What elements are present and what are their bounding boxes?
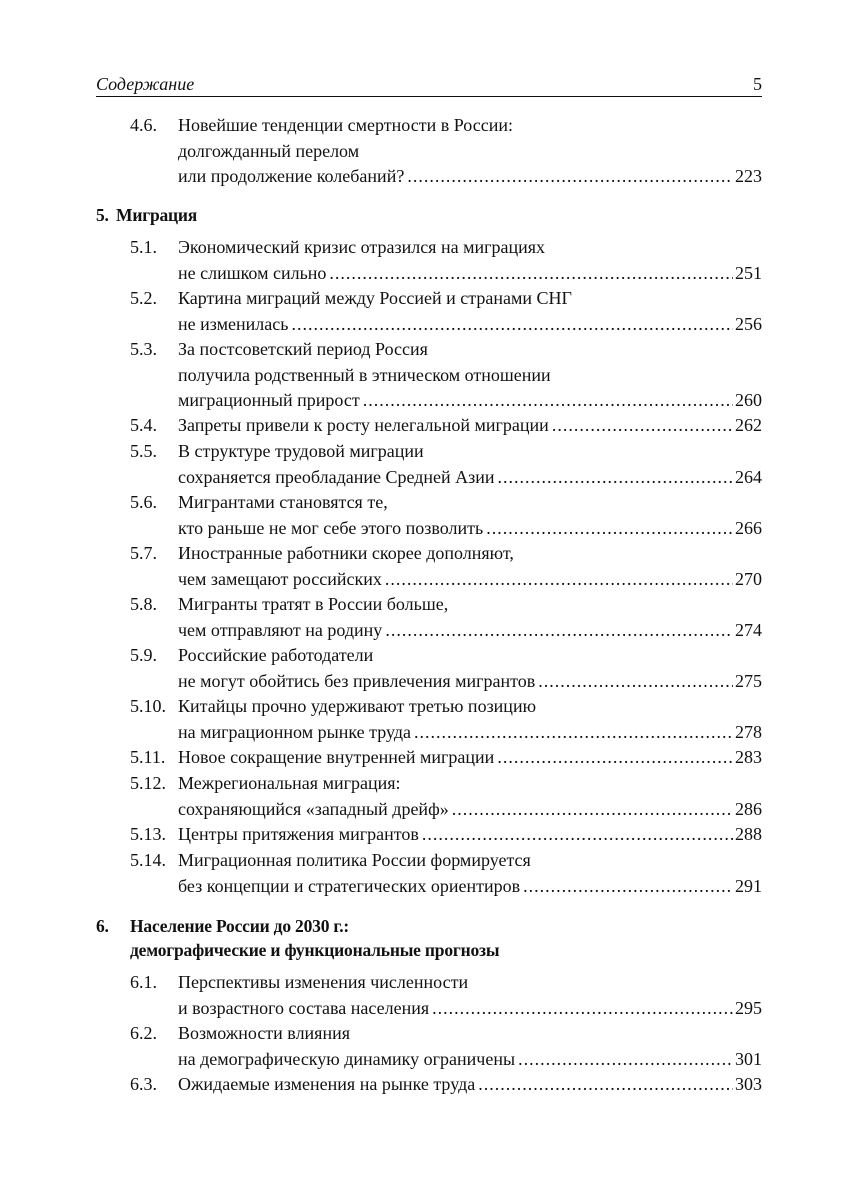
toc-entry-line	[178, 413, 762, 439]
toc-entry-number: 5.8.	[130, 594, 157, 614]
toc-entry-title: В структуре трудовой миграции	[178, 441, 424, 461]
toc-entry[interactable]	[96, 286, 762, 337]
toc-page-number: 295	[735, 997, 762, 1018]
dot-leader	[523, 874, 733, 900]
toc-entry[interactable]	[96, 643, 762, 694]
toc-page-number: 291	[735, 875, 762, 896]
toc-entry-number: 5.6.	[130, 492, 157, 512]
toc-entry[interactable]	[96, 1072, 762, 1098]
toc-page-number: 301	[735, 1048, 762, 1069]
toc-entry-line	[178, 618, 762, 644]
dot-leader	[498, 465, 733, 491]
toc-entry-title: Новейшие тенденции смертности в России:	[178, 115, 513, 135]
toc-entry-title: Ожидаемые изменения на рынке труда	[178, 1074, 476, 1094]
toc-entry-number: 6.3.	[130, 1074, 157, 1094]
section-heading-6	[96, 914, 762, 966]
toc-entry-title: чем отправляют на родину	[178, 619, 383, 640]
toc-entry-line	[178, 669, 762, 695]
toc-page-number: 256	[735, 313, 762, 334]
toc-page-number: 270	[735, 568, 762, 589]
toc-entry-line	[178, 822, 762, 848]
toc-entry-line	[178, 164, 762, 190]
dot-leader	[291, 312, 733, 338]
toc-page-number: 266	[735, 517, 762, 538]
toc-entry-line	[178, 848, 762, 874]
dot-leader	[385, 567, 733, 593]
dot-leader	[363, 388, 733, 414]
dot-leader	[414, 720, 733, 746]
dot-leader	[452, 797, 733, 823]
toc-entry-line	[178, 996, 762, 1022]
toc-entry-line	[178, 286, 762, 312]
toc-entry-title: кто раньше не мог себе этого позволить	[178, 517, 484, 538]
toc-entry-title: и возрастного состава населения	[178, 997, 430, 1018]
toc-entry-line	[178, 235, 762, 261]
toc-entry-title: сохраняется преобладание Средней Азии	[178, 466, 495, 487]
toc-entry-title: Миграционная политика России формируется	[178, 850, 531, 870]
toc-entry-number: 5.5.	[130, 441, 157, 461]
toc-entry-line	[178, 312, 762, 338]
toc-entry-title: получила родственный в этническом отношении	[178, 364, 551, 385]
toc-entry-title: без концепции и стратегических ориентиров	[178, 875, 521, 896]
toc-entry-title: Китайцы прочно удерживают третью позицию	[178, 696, 537, 716]
toc-entry-line	[178, 363, 762, 389]
toc-entry-title: Межрегиональная миграция:	[178, 773, 401, 793]
page-number: 5	[753, 74, 762, 94]
toc-entry[interactable]	[96, 970, 762, 1021]
dot-leader	[538, 669, 733, 695]
toc-page-number: 278	[735, 721, 762, 742]
toc-entry-title: не могут обойтись без привлечения мигрантов	[178, 670, 536, 691]
toc-entry-title: Экономический кризис отразился на миграциях	[178, 237, 546, 257]
section-number: 5.	[96, 205, 109, 225]
toc-entry-number: 5.7.	[130, 543, 157, 563]
toc-entry[interactable]	[96, 235, 762, 286]
toc-page-number: 275	[735, 670, 762, 691]
toc-entry-line	[178, 797, 762, 823]
toc-entry-title: Запреты привели к росту нелегальной миграции	[178, 415, 549, 435]
toc-entry[interactable]	[96, 771, 762, 822]
toc-entry-title: на миграционном рынке труда	[178, 721, 411, 742]
toc-entry-title: Мигрантами становятся те,	[178, 492, 388, 512]
toc-entry[interactable]	[96, 337, 762, 414]
toc-entry-number: 5.3.	[130, 339, 157, 359]
toc-entry-number: 5.13.	[130, 824, 166, 844]
toc-page-number: 260	[735, 390, 762, 410]
toc-entry-line	[178, 1047, 762, 1073]
dot-leader	[518, 1047, 733, 1073]
toc-entry[interactable]	[96, 113, 762, 190]
toc-entry-line	[178, 745, 762, 771]
toc-page-number: 251	[735, 262, 762, 283]
toc-entry-line	[178, 113, 762, 139]
toc-entry-line	[178, 261, 762, 287]
section-title-line: демографические и функциональные прогнозы	[130, 940, 500, 960]
toc-entry-line	[178, 771, 762, 797]
toc-entry-line	[178, 592, 762, 618]
toc-entry-line	[178, 516, 762, 542]
toc-entry[interactable]	[96, 848, 762, 899]
dot-leader	[478, 1072, 733, 1098]
toc-entry[interactable]	[96, 1021, 762, 1072]
toc-entry-title: Российские работодатели	[178, 645, 374, 665]
toc-entry-title: на демографическую динамику ограничены	[178, 1048, 516, 1069]
toc-page-number: 288	[735, 824, 762, 844]
dot-leader	[329, 261, 733, 287]
toc-entry-title: миграционный прирост	[178, 390, 360, 410]
toc-entry[interactable]	[96, 745, 762, 771]
toc-entry-title: Перспективы изменения численности	[178, 972, 469, 992]
section-number: 6.	[96, 916, 109, 936]
dot-leader	[552, 413, 733, 439]
toc-page-number: 264	[735, 466, 762, 487]
toc-entry[interactable]	[96, 413, 762, 439]
toc-entry-number: 5.9.	[130, 645, 157, 665]
toc-entry-line	[178, 1072, 762, 1098]
section-title-line: Население России до 2030 г.:	[130, 916, 350, 936]
dot-leader	[497, 745, 733, 771]
toc-entry-number: 5.10.	[130, 696, 166, 716]
toc-entry-line	[178, 567, 762, 593]
dot-leader	[407, 164, 733, 190]
toc-entry-title: Картина миграций между Россией и странами СНГ	[178, 288, 572, 308]
dot-leader	[385, 618, 733, 644]
toc-page-number: 283	[735, 747, 762, 767]
toc-entry-title: Иностранные работники скорее дополняют,	[178, 543, 514, 563]
toc-entry-line	[178, 490, 762, 516]
toc-entry-number: 6.1.	[130, 972, 157, 992]
toc-entry[interactable]	[96, 541, 762, 592]
toc-entry-number: 5.1.	[130, 237, 157, 257]
toc-page-number: 223	[735, 166, 762, 186]
toc-entry-title: не изменилась	[178, 313, 289, 334]
toc-entry[interactable]	[96, 694, 762, 745]
toc-entry-line	[178, 139, 762, 165]
toc-entry-title: не слишком сильно	[178, 262, 327, 283]
toc-entry-line	[178, 337, 762, 363]
toc-page-number: 303	[735, 1074, 762, 1094]
toc-entry-title: За постсоветский период Россия	[178, 339, 428, 359]
toc-entry-line	[178, 388, 762, 414]
toc-entry-line	[178, 541, 762, 567]
toc-entry-line	[178, 439, 762, 465]
toc-entry-line	[178, 970, 762, 996]
toc-entry-number: 5.4.	[130, 415, 157, 435]
toc-entry-number: 5.11.	[130, 747, 166, 767]
toc-entry-number: 5.12.	[130, 773, 166, 793]
toc-entry-line	[178, 874, 762, 900]
toc-entry-number: 4.6.	[130, 115, 157, 135]
toc-entry-line	[178, 1021, 762, 1047]
toc-entry[interactable]	[96, 592, 762, 643]
toc-entry-title: сохраняющийся «западный дрейф»	[178, 798, 449, 819]
toc-entry[interactable]	[96, 822, 762, 848]
running-head-title: Содержание	[96, 74, 195, 94]
running-header	[96, 74, 762, 97]
toc-entry-number: 5.14.	[130, 850, 166, 870]
toc-page-number: 286	[735, 798, 762, 819]
toc-entry-line	[178, 465, 762, 491]
toc-entry-title: чем замещают российских	[178, 568, 382, 589]
toc-entry-title: Мигранты тратят в России больше,	[178, 594, 449, 614]
toc-entry-line	[178, 694, 762, 720]
toc-entry-title: или продолжение колебаний?	[178, 166, 405, 186]
dot-leader	[486, 516, 733, 542]
toc-entry-line	[178, 720, 762, 746]
toc-page-number: 274	[735, 619, 762, 640]
toc-entry[interactable]	[96, 439, 762, 490]
section-title: Миграция	[116, 205, 198, 225]
toc-page-number: 262	[735, 415, 762, 435]
toc-entry-line	[178, 643, 762, 669]
toc-entry-title: Центры притяжения мигрантов	[178, 824, 419, 844]
toc-entry-title: Новое сокращение внутренней миграции	[178, 747, 495, 767]
dot-leader	[422, 822, 733, 848]
toc-entry-number: 5.2.	[130, 288, 157, 308]
toc-entry-title: Возможности влияния	[178, 1023, 351, 1043]
toc-entry-number: 6.2.	[130, 1023, 157, 1043]
toc-entry-title: долгожданный перелом	[178, 140, 360, 161]
toc-entry[interactable]	[96, 490, 762, 541]
dot-leader	[432, 996, 733, 1022]
